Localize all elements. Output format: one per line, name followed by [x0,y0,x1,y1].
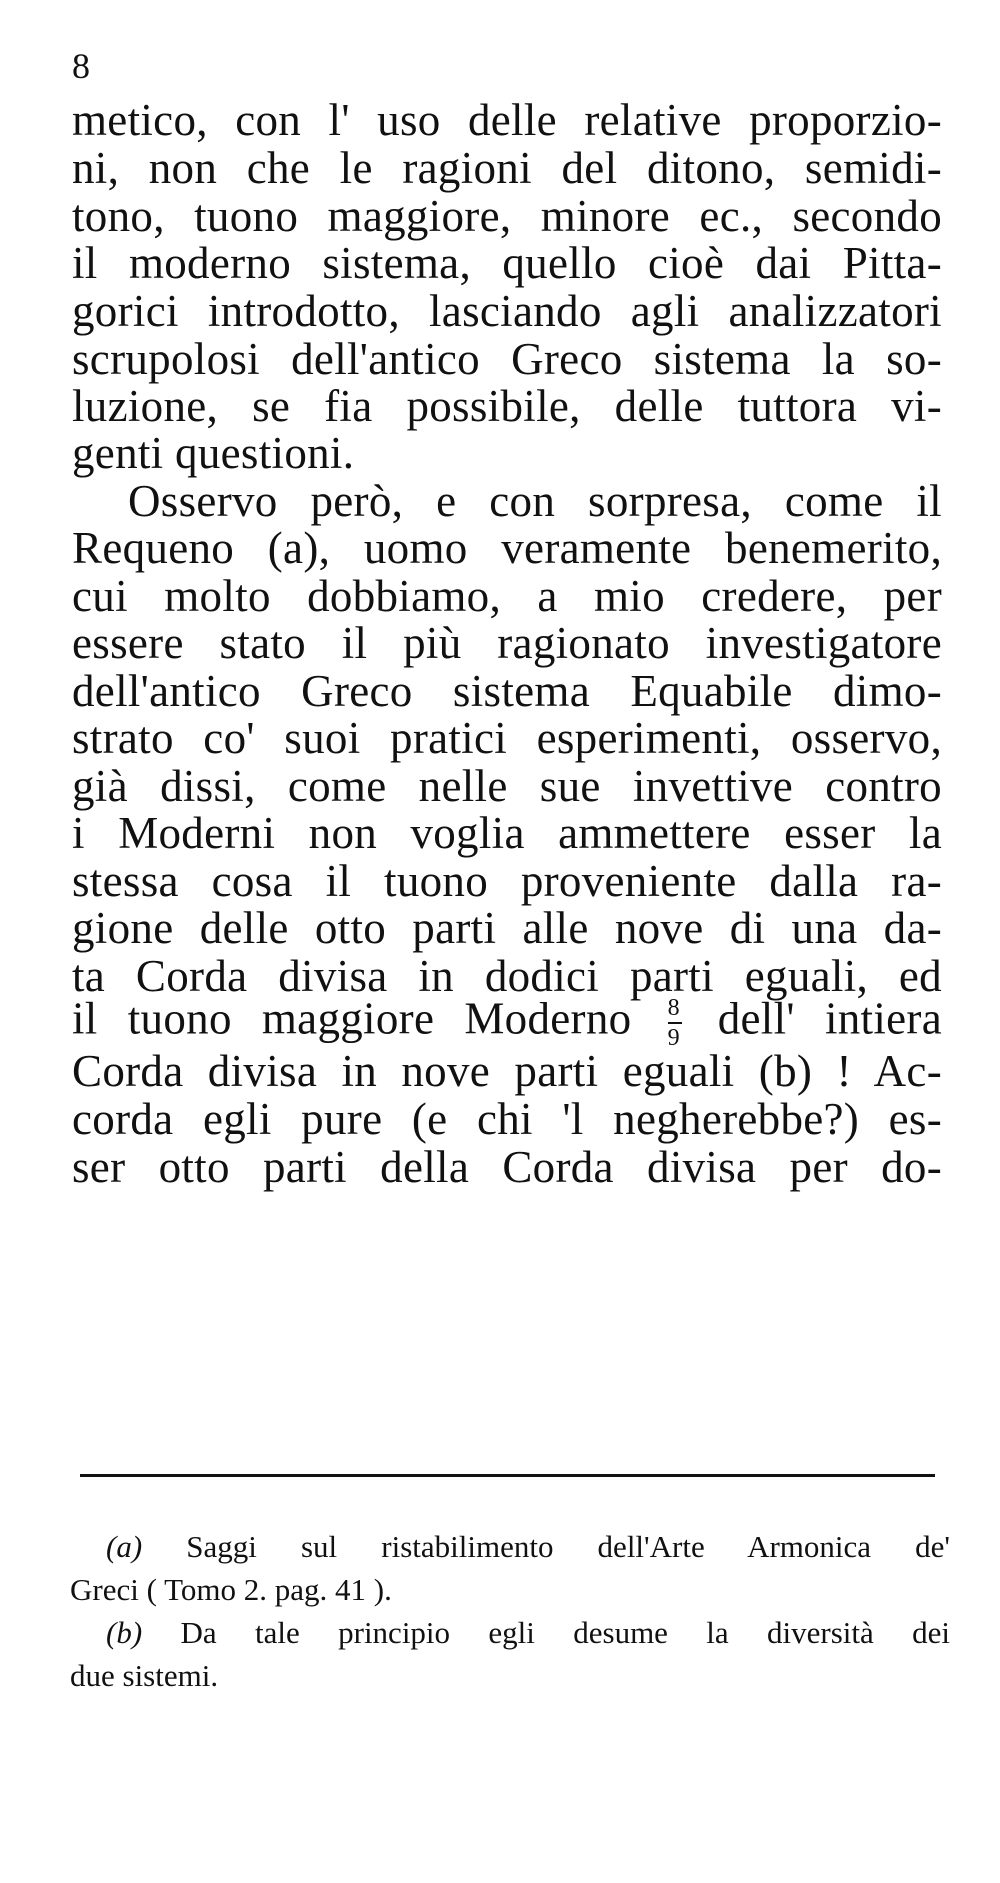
fraction-bar [668,1022,682,1024]
text-line: strato co' suoi pratici esperimenti, osservo, [72,713,942,763]
text-line: i Moderni non voglia ammettere esser la [72,808,942,858]
text-line: Corda divisa in nove parti eguali (b) ! Ac- [72,1046,942,1096]
fraction [668,996,682,1050]
text-line: ni, non che le ragioni del ditono, semidi- [72,143,942,193]
text-line: Osservo però, e con sorpresa, come il [128,476,942,526]
footnote-a-continuation: Greci ( Tomo 2. pag. 41 ). [70,1572,392,1607]
text-line-with-fraction [72,993,942,1051]
text-line: già dissi, come nelle sue invettive contro [72,761,942,811]
fraction-line-after: dell' intiera [717,993,942,1044]
page-number: 8 [72,46,90,86]
footnote-a-mark: (a) [106,1529,143,1564]
text-line: essere stato il più ragionato investigatore [72,618,942,668]
text-line: dell'antico Greco sistema Equabile dimo- [72,666,942,716]
text-line: il moderno sistema, quello cioè dai Pitta- [72,238,942,288]
text-line: Requeno (a), uomo veramente benemerito, [72,523,942,573]
fraction-numerator: 8 [667,995,680,1021]
fraction-line-before: il tuono maggiore Moderno [72,993,632,1044]
text-line: ser otto parti della Corda divisa per do- [72,1142,942,1192]
text-line: tono, tuono maggiore, minore ec., secondo [72,191,942,241]
footnote-b-mark: (b) [106,1615,143,1650]
text-line: cui molto dobbiamo, a mio credere, per [72,571,942,621]
text-line: gorici introdotto, lasciando agli analizzatori [72,286,942,336]
text-line: ta Corda divisa in dodici parti eguali, ed [72,951,942,1001]
text-line: gione delle otto parti alle nove di una da- [72,903,942,953]
text-line: luzione, se fia possibile, delle tuttora vi- [72,381,942,431]
footnote-a-line [106,1531,950,1562]
text-line: genti questioni. [72,428,355,478]
footnote-a-text: Saggi sul ristabilimento dell'Arte Armonica de' [186,1529,950,1564]
text-line: scrupolosi dell'antico Greco sistema la so- [72,334,942,384]
text-line: metico, con l' uso delle relative proporzio- [72,95,942,145]
footnote-b-line [106,1617,950,1648]
footnote-b-continuation: due sistemi. [70,1658,219,1693]
text-line: corda egli pure (e chi 'l negherebbe?) es- [72,1094,942,1144]
footnote-b-text: Da tale principio egli desume la diversità dei [180,1615,950,1650]
text-line: stessa cosa il tuono proveniente dalla ra- [72,856,942,906]
footnote-rule [80,1474,935,1477]
fraction-denominator: 9 [667,1025,680,1051]
